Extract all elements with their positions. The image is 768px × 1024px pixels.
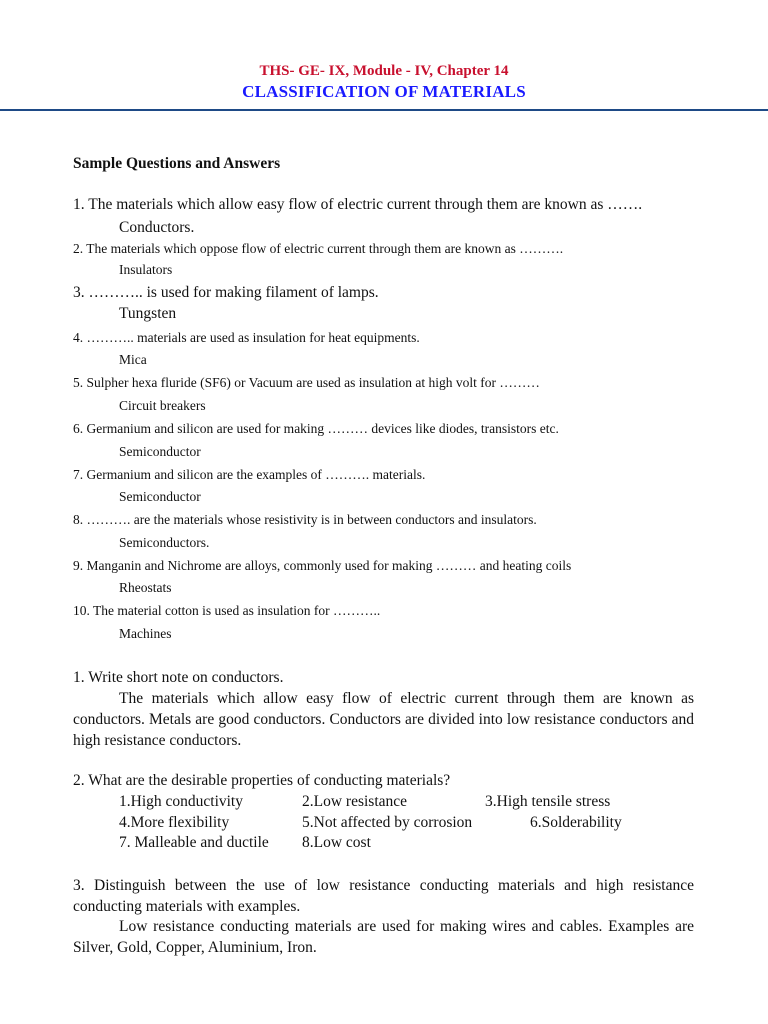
question-6: 6. Germanium and silicon are used for making ……… devices like diodes, transistors etc. <box>73 421 559 436</box>
question-10: 10. The material cotton is used as insulation for ……….. <box>73 603 381 618</box>
answer-2: Insulators <box>119 262 173 277</box>
property-3: 3.High tensile stress <box>485 793 611 810</box>
property-1: 1.High conductivity <box>119 793 243 810</box>
property-7: 7. Malleable and ductile <box>119 834 269 851</box>
question-5: 5. Sulpher hexa fluride (SF6) or Vacuum are used as insulation at high volt for ……… <box>73 375 540 390</box>
answer-3: Tungsten <box>119 305 177 322</box>
short-answer-3-text: Low resistance conducting materials are used for making wires and cables. Examples are Silver, Gold, Copper, Aluminium, Iron. <box>73 918 694 956</box>
module-header: THS- GE- IX, Module - IV, Chapter 14 <box>259 63 509 79</box>
question-3: 3. ……….. is used for making filament of lamps. <box>73 284 379 301</box>
property-4: 4.More flexibility <box>119 814 230 831</box>
answer-1: Conductors. <box>119 219 195 236</box>
answer-10: Machines <box>119 626 172 641</box>
question-1: 1. The materials which allow easy flow of electric current through them are known as ……. <box>73 196 643 213</box>
short-answer-1-text: The materials which allow easy flow of electric current through them are known as conductors. Metals are good conductors. Conductors are divided into low resistance conductors and high resistance conductors. <box>73 690 694 749</box>
short-answer-3 <box>73 916 694 958</box>
header-divider <box>0 109 768 111</box>
question-2: 2. The materials which oppose flow of electric current through them are known as ………. <box>73 241 564 256</box>
question-9: 9. Manganin and Nichrome are alloys, commonly used for making ……… and heating coils <box>73 558 572 573</box>
property-6: 6.Solderability <box>530 814 622 831</box>
short-question-1: 1. Write short note on conductors. <box>73 669 284 686</box>
chapter-title: CLASSIFICATION OF MATERIALS <box>242 82 526 101</box>
question-7: 7. Germanium and silicon are the examples of ………. materials. <box>73 467 426 482</box>
answer-8: Semiconductors. <box>119 535 210 550</box>
question-8: 8. ………. are the materials whose resistivity is in between conductors and insulators. <box>73 512 537 527</box>
answer-4: Mica <box>119 352 147 367</box>
property-2: 2.Low resistance <box>302 793 408 810</box>
answer-9: Rheostats <box>119 580 172 595</box>
question-4: 4. ……….. materials are used as insulation for heat equipments. <box>73 330 420 345</box>
section-title: Sample Questions and Answers <box>73 155 281 172</box>
answer-6: Semiconductor <box>119 444 201 459</box>
short-question-3: 3. Distinguish between the use of low resistance conducting materials and high resistance conducting materials with examples. <box>73 877 694 915</box>
answer-7: Semiconductor <box>119 489 201 504</box>
short-question-2: 2. What are the desirable properties of conducting materials? <box>73 772 451 789</box>
property-5: 5.Not affected by corrosion <box>302 814 473 831</box>
short-answer-1 <box>73 688 694 751</box>
answer-5: Circuit breakers <box>119 398 206 413</box>
property-8: 8.Low cost <box>302 834 371 851</box>
